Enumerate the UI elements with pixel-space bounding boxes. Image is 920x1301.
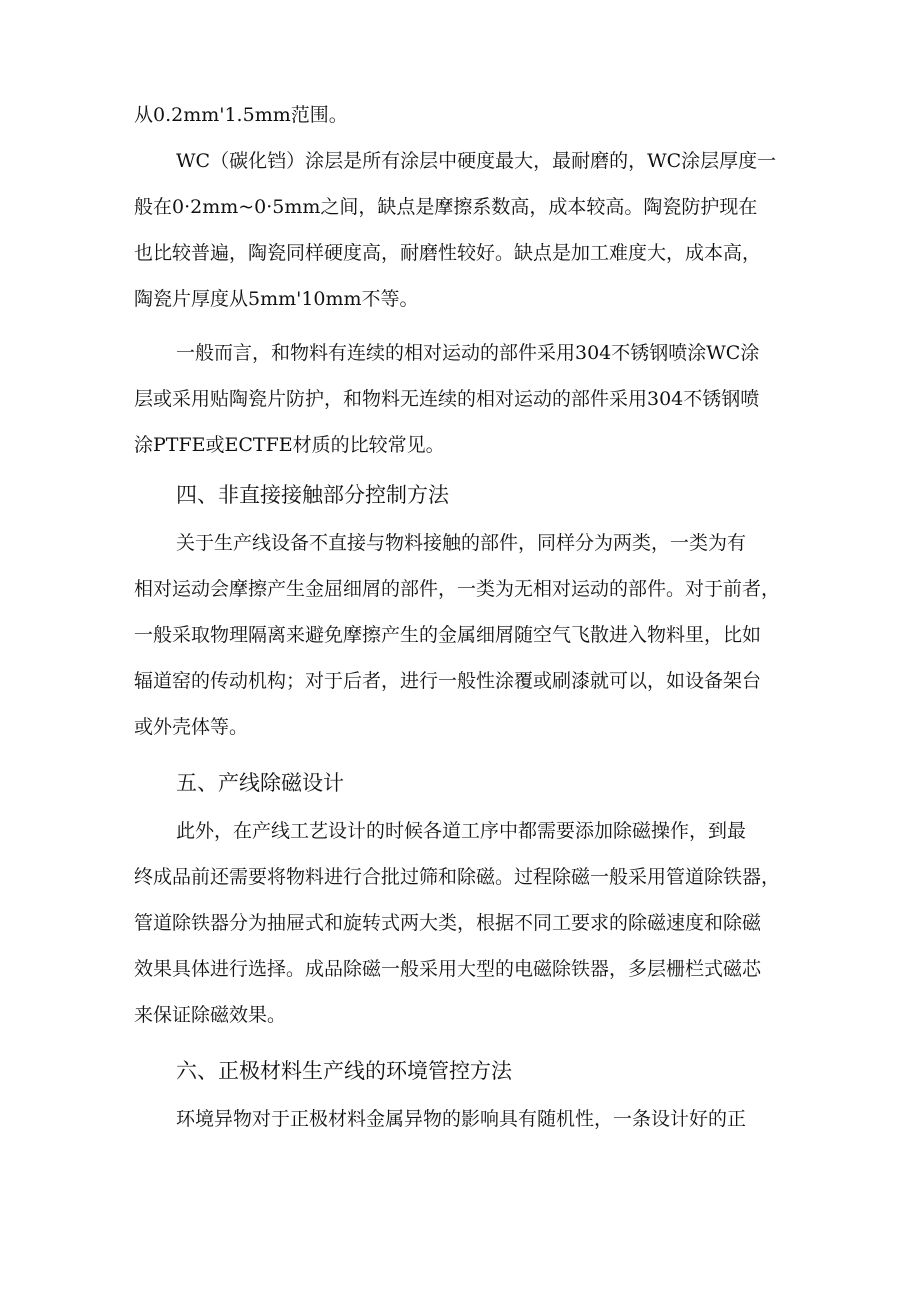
text-line: 关于生产线设备不直接与物料接触的部件，同样分为两类，一类为有	[176, 532, 747, 554]
text-line: 来保证除磁效果。	[134, 1004, 287, 1026]
paragraph-general	[134, 330, 788, 468]
text-line: 陶瓷片厚度从5mm'10mm不等。	[134, 288, 419, 310]
text-line: 此外，在产线工艺设计的时候各道工序中都需要添加除磁操作，到最	[176, 820, 747, 842]
text-line: 管道除铁器分为抽屉式和旋转式两大类，根据不同工要求的除磁速度和除磁	[134, 912, 762, 934]
text-line: 环境异物对于正极材料金属异物的影响具有随机性，一条设计好的正	[176, 1108, 747, 1130]
paragraph-demagnetize	[134, 808, 788, 1038]
section-heading-5	[134, 760, 788, 806]
section-heading-4	[134, 472, 788, 518]
paragraph-wc-coating	[134, 138, 788, 322]
paragraph-range	[134, 92, 788, 138]
heading-text: 五、产线除磁设计	[176, 771, 344, 795]
text-line: 一般采取物理隔离来避免摩擦产生的金属细屑随空气飞散进入物料里，比如	[134, 624, 762, 646]
heading-text: 六、正极材料生产线的环境管控方法	[176, 1059, 512, 1083]
text-line: 效果具体进行选择。成品除磁一般采用大型的电磁除铁器，多层栅栏式磁芯	[134, 958, 762, 980]
paragraph-non-contact	[134, 520, 788, 750]
text-line: 涂PTFE或ECTFE材质的比较常见。	[134, 434, 445, 456]
paragraph-environment	[134, 1096, 788, 1142]
text-line: 或外壳体等。	[134, 716, 249, 738]
text-line: 相对运动会摩擦产生金屈细屑的部件，一类为无相对运动的部件。对于前者，	[134, 578, 781, 600]
text-line: 层或采用贴陶瓷片防护，和物料无连续的相对运动的部件采用304不锈钢喷	[134, 388, 760, 410]
text-line: 从0.2mm'1.5mm范围。	[134, 104, 348, 126]
section-heading-6	[134, 1048, 788, 1094]
text-line: 般在0·2mm~0·5mm之间，缺点是摩擦系数高，成本较高。陶瓷防护现在	[134, 196, 758, 218]
text-line: 一般而言，和物料有连续的相对运动的部件采用304不锈钢喷涂WC涂	[176, 342, 760, 364]
text-line: 终成品前还需要将物料进行合批过筛和除磁。过程除磁一般采用管道除铁器，	[134, 866, 781, 888]
heading-text: 四、非直接接触部分控制方法	[176, 483, 449, 507]
text-line: WC（碳化铛）涂层是所有涂层中硬度最大，最耐磨的，WC涂层厚度一	[176, 150, 777, 172]
text-line: 辐道窑的传动机构；对于后者，进行一般性涂覆或刷漆就可以，如设备架台	[134, 670, 762, 692]
text-line: 也比较普遍，陶瓷同样硬度高，耐磨性较好。缺点是加工难度大，成本高，	[134, 242, 762, 264]
